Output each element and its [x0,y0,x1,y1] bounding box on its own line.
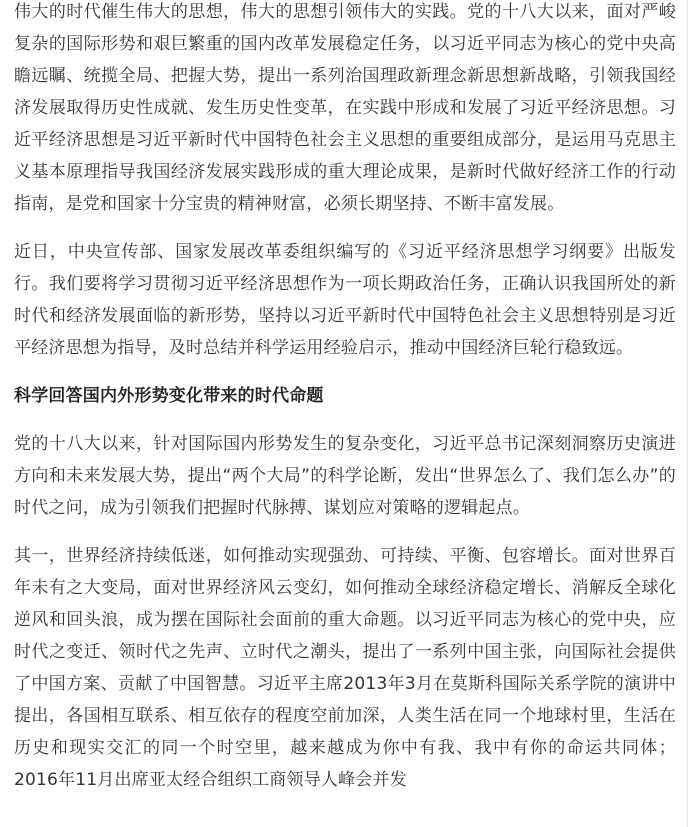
section-heading: 科学回答国内外形势变化带来的时代命题 [14,386,324,406]
paragraph-intro: 伟大的时代催生伟大的思想，伟大的思想引领伟大的实践。党的十八大以来，面对严峻复杂的国际形势和艰巨繁重的国内改革发展稳定任务，以习近平同志为核心的党中央高瞻远瞩、统揽全局、把握大势，提出一系列治国理政新理念新思想新战略，引领我国经济发展取得历史性成就、发生历史性变革，在实践中形成和发展了习近平经济思想。习近平经济思想是习近平新时代中国特色社会主义思想的重要组成部分，是运用马克思主义基本原理指导我国经济发展实践形成的重大理论成果，是新时代做好经济工作的行动指南，是党和国家十分宝贵的精神财富，必须长期坚持、不断丰富发展。 [14,2,676,214]
paragraph-outline-release: 近日，中央宣传部、国家发展改革委组织编写的《习近平经济思想学习纲要》出版发行。我们要将学习贯彻习近平经济思想作为一项长期政治任务，正确认识我国所处的新时代和经济发展面临的新形势，坚持以习近平新时代中国特色社会主义思想特别是习近平经济思想为指导，及时总结并科学运用经验启示，推动中国经济巨轮行稳致远。 [14,242,676,358]
paragraph-world-economy: 其一，世界经济持续低迷，如何推动实现强劲、可持续、平衡、包容增长。面对世界百年未有之大变局，面对世界经济风云变幻，如何推动全球经济稳定增长、消解反全球化逆风和回头浪，成为摆在国际社会面前的重大命题。以习近平同志为核心的党中央，应时代之变迁、领时代之先声、立时代之潮头，提出了一系列中国主张，向国际社会提供了中国方案、贡献了中国智慧。习近平主席2013年3月在莫斯科国际关系学院的演讲中提出，各国相互联系、相互依存的程度空前加深，人类生活在同一个地球村里，生活在历史和现实交汇的同一个时空里，越来越成为你中有我、我中有你的命运共同体；2016年11月出席亚太经合组织工商领导人峰会并发 [14,546,676,790]
paragraph-two-overall-situations: 党的十八大以来，针对国际国内形势发生的复杂变化，习近平总书记深刻洞察历史演进方向和未来发展大势，提出“两个大局”的科学论断，发出“世界怎么了、我们怎么办”的时代之问，成为引领我们把握时代脉搏、谋划应对策略的逻辑起点。 [14,434,676,518]
article-body [14,0,676,812]
page-edge-divider [687,0,688,827]
